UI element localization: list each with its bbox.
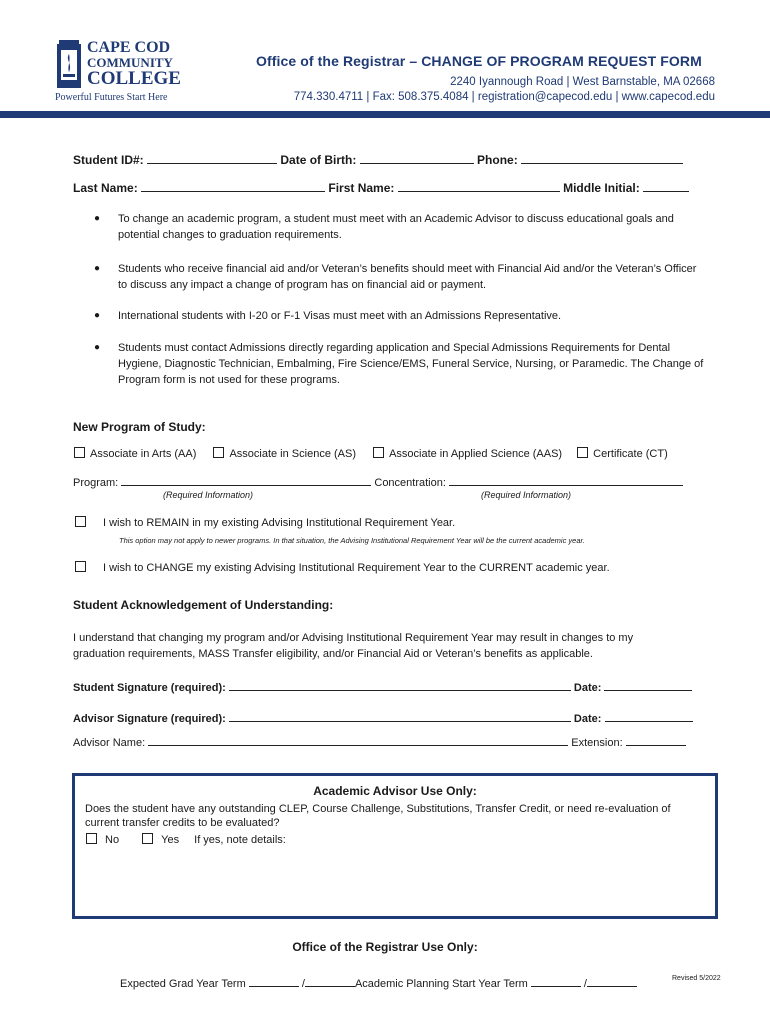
change-label: I wish to CHANGE my existing Advising Institutional Requirement Year to the CURRENT academic year.	[103, 562, 610, 574]
dob-label: Date of Birth:	[280, 153, 357, 167]
student-signature-field[interactable]	[229, 679, 571, 691]
checkbox[interactable]	[373, 447, 384, 458]
planning-term-label: Academic Planning Start Year Term	[354, 978, 528, 990]
bullet-dot-icon: ●	[94, 263, 101, 274]
concentration-label: Concentration:	[374, 477, 446, 489]
advisor-name-field[interactable]	[148, 734, 568, 746]
dob-field[interactable]	[360, 152, 474, 164]
logo-line-3: COLLEGE	[87, 68, 181, 89]
header-divider	[0, 111, 770, 118]
advisor-date-label: Date:	[573, 713, 602, 725]
bullet-item: ● Students who receive financial aid and/or Veteran’s benefits should meet with Financial Aid and/or the Veteran’s Officer to discuss any impact a change of program has on financial aid or payment.	[94, 263, 697, 291]
student-signature-label: Student Signature (required):	[73, 682, 226, 694]
student-date-label: Date:	[573, 682, 602, 694]
last-name-field[interactable]	[141, 180, 325, 192]
details-label: If yes, note details:	[194, 834, 286, 846]
planning-year-field[interactable]	[587, 975, 637, 987]
extension-field[interactable]	[626, 734, 686, 746]
logo-tagline: Powerful Futures Start Here	[55, 92, 168, 103]
advisor-signature-row	[73, 710, 693, 725]
program-heading: New Program of Study:	[73, 420, 206, 434]
bullet-dot-icon: ●	[94, 213, 101, 224]
program-label: Program:	[73, 477, 119, 489]
planning-term-field[interactable]	[531, 975, 581, 987]
first-name-label: First Name:	[328, 181, 395, 195]
student-id-field[interactable]	[147, 152, 277, 164]
student-info-row-2	[73, 180, 689, 195]
checkbox[interactable]	[86, 833, 97, 844]
advisor-date-field[interactable]	[605, 710, 693, 722]
header-address: 2240 Iyannough Road | West Barnstable, MA 02668	[450, 76, 715, 88]
lighthouse-icon	[55, 38, 83, 90]
logo-line-1: CAPE COD	[87, 39, 171, 56]
required-note-concentration: (Required Information)	[481, 490, 572, 500]
checkbox[interactable]	[75, 516, 86, 527]
remain-option[interactable]	[75, 516, 455, 529]
student-signature-row	[73, 679, 692, 694]
grad-term-label: Expected Grad Year Term	[120, 978, 246, 990]
logo-line-2: COMMUNITY	[87, 55, 173, 70]
concentration-field[interactable]	[449, 474, 683, 486]
remain-label: I wish to REMAIN in my existing Advising Institutional Requirement Year.	[103, 517, 456, 529]
checkbox[interactable]	[75, 561, 86, 572]
yes-option[interactable]: Yes	[142, 834, 179, 846]
checkbox[interactable]	[142, 833, 153, 844]
student-id-label: Student ID#:	[73, 153, 144, 167]
page-title: Office of the Registrar – CHANGE OF PROGRAM REQUEST FORM	[256, 53, 702, 69]
registrar-heading: Office of the Registrar Use Only:	[292, 940, 478, 954]
advisor-name-label: Advisor Name:	[73, 737, 146, 749]
bullet-item: ● To change an academic program, a student must meet with an Academic Advisor to discuss educational goals and potential changes to graduation requirements.	[94, 213, 674, 241]
acknowledgement-text: I understand that changing my program and/or Advising Institutional Requirement Year may result in changes to my graduation requirements, MASS Transfer eligibility, and/or Financial Aid or Veteran’s benefits as applicable.	[73, 632, 634, 660]
last-name-label: Last Name:	[73, 181, 138, 195]
remain-note: This option may not apply to newer programs. In that situation, the Advising Institutional Requirement Year will be the current academic year.	[119, 536, 585, 545]
middle-initial-label: Middle Initial:	[563, 181, 640, 195]
advisor-signature-field[interactable]	[229, 710, 571, 722]
advisor-box-question: Does the student have any outstanding CLEP, Course Challenge, Substitutions, Transfer Credit, or need re-evaluation of current transfer credits to be evaluated?	[85, 803, 671, 829]
grad-term-field[interactable]	[249, 975, 299, 987]
middle-initial-field[interactable]	[643, 180, 689, 192]
advisor-signature-label: Advisor Signature (required):	[73, 713, 226, 725]
option-aas[interactable]: Associate in Applied Science (AAS)	[373, 448, 562, 460]
advisor-box-choices	[86, 833, 286, 846]
change-option[interactable]	[75, 561, 610, 574]
required-note-program: (Required Information)	[163, 490, 254, 500]
student-info-row-1	[73, 152, 683, 167]
checkbox[interactable]	[213, 447, 224, 458]
no-option[interactable]: No	[86, 834, 119, 846]
option-ct[interactable]: Certificate (CT)	[577, 448, 668, 460]
checkbox[interactable]	[74, 447, 85, 458]
revised-date: Revised 5/2022	[672, 975, 721, 982]
extension-label: Extension:	[571, 737, 623, 749]
header-contact: 774.330.4711 | Fax: 508.375.4084 | registration@capecod.edu | www.capecod.edu	[293, 91, 715, 103]
college-logo	[55, 38, 181, 106]
student-date-field[interactable]	[604, 679, 692, 691]
program-row	[73, 474, 683, 489]
bullet-item: ● Students must contact Admissions directly regarding application and Special Admissions Requirements for Dental Hygiene, Diagnostic Technician, Embalming, Fire Science/EMS, Funeral Service, Nursing, or Paramedic. The Change of Program form is not used for these programs.	[94, 342, 704, 386]
grad-year-field[interactable]	[305, 975, 355, 987]
phone-label: Phone:	[477, 153, 518, 167]
bullet-item: ● International students with I-20 or F-1 Visas must meet with an Admissions Representative.	[94, 310, 562, 322]
advisor-name-row	[73, 734, 686, 749]
option-as[interactable]: Associate in Science (AS)	[213, 448, 356, 460]
registrar-row: Expected Grad Year Term / Academic Planning Start Year Term /	[120, 975, 637, 990]
bullet-dot-icon: ●	[94, 342, 101, 353]
phone-field[interactable]	[521, 152, 683, 164]
acknowledgement-heading: Student Acknowledgement of Understanding:	[73, 598, 334, 612]
option-aa[interactable]: Associate in Arts (AA)	[74, 448, 196, 460]
advisor-use-box	[72, 773, 718, 919]
program-field[interactable]	[121, 474, 371, 486]
degree-options	[74, 447, 668, 460]
bullet-dot-icon: ●	[94, 310, 101, 321]
first-name-field[interactable]	[398, 180, 560, 192]
checkbox[interactable]	[577, 447, 588, 458]
advisor-box-heading: Academic Advisor Use Only:	[313, 784, 477, 798]
